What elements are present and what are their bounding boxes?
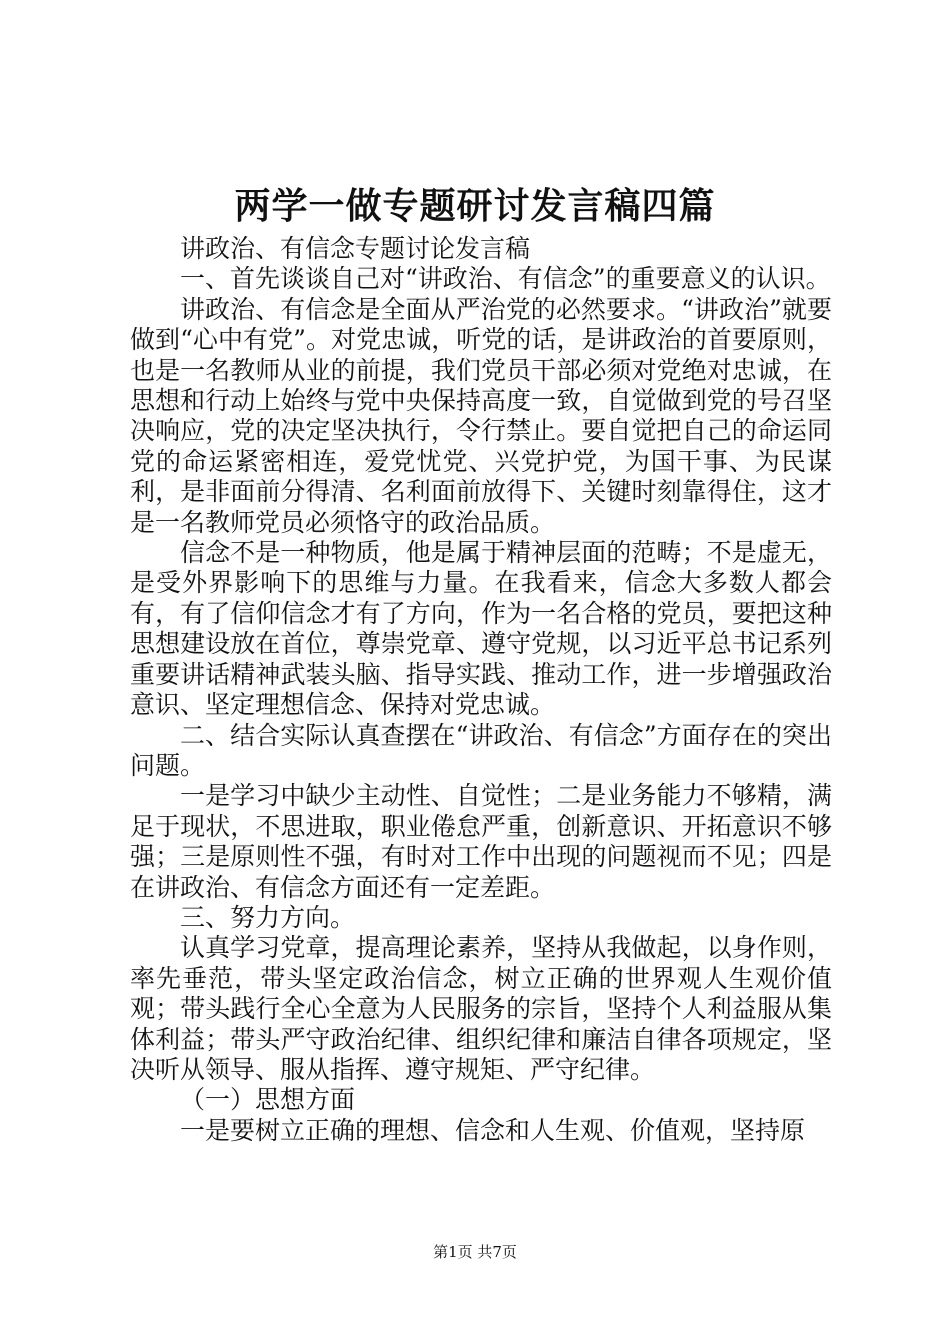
paragraph-section-1-heading: 一、首先谈谈自己对“讲政治、有信念”的重要意义的认识。 [180, 264, 831, 294]
paragraph: 一是要树立正确的理想、信念和人生观、价值观，坚持原 [180, 1115, 806, 1145]
paragraph: 信念不是一种物质，他是属于精神层面的范畴；不是虚无，是受外界影响下的思维与力量。在我看来，信念大多数人都会有，有了信仰信念才有了方向，作为一名合格的党员，要把这种思想建设放在首位，尊崇党章、遵守党规，以习近平总书记系列重要讲话精神武装头脑、指导实践、推动工作，进一步增强政治意识、坚定理想信念、保持对党忠诚。 [130, 538, 832, 720]
document-body [130, 234, 832, 1146]
page-footer: 第1页 共7页 [433, 1243, 517, 1261]
paragraph: 讲政治、有信念是全面从严治党的必然要求。“讲政治”就要做到“心中有党”。对党忠诚，听党的话，是讲政治的首要原则，也是一名教师从业的前提，我们党员干部必须对党绝对忠诚，在思想和行动上始终与党中央保持高度一致，自觉做到党的号召坚决响应，党的决定坚决执行，令行禁止。要自觉把自己的命运同党的命运紧密相连，爱党忧党、兴党护党，为国干事、为民谋利，是非面前分得清、名利面前放得下、关键时刻靠得住，这才是一名教师党员必须恪守的政治品质。 [130, 294, 832, 537]
paragraph: 一是学习中缺少主动性、自觉性；二是业务能力不够精，满足于现状，不思进取，职业倦怠严重，创新意识、开拓意识不够强；三是原则性不强，有时对工作中出现的问题视而不见；四是在讲政治、有信念方面还有一定差距。 [130, 781, 832, 902]
paragraph-section-2-heading: 二、结合实际认真查摆在“讲政治、有信念”方面存在的突出问题。 [130, 720, 832, 780]
paragraph-subtitle: 讲政治、有信念专题讨论发言稿 [180, 234, 531, 263]
paragraph: 认真学习党章，提高理论素养，坚持从我做起，以身作则，率先垂范，带头坚定政治信念，树立正确的世界观人生观价值观；带头践行全心全意为人民服务的宗旨，坚持个人利益服从集体利益；带头严守政治纪律、组织纪律和廉洁自律各项规定，坚决听从领导、服从指挥、遵守规矩、严守纪律。 [130, 933, 832, 1084]
paragraph-section-3-heading: 三、努力方向。 [180, 902, 356, 932]
page-title: 两学一做专题研讨发言稿四篇 [234, 185, 716, 227]
paragraph-subheading: （一）思想方面 [180, 1085, 356, 1115]
